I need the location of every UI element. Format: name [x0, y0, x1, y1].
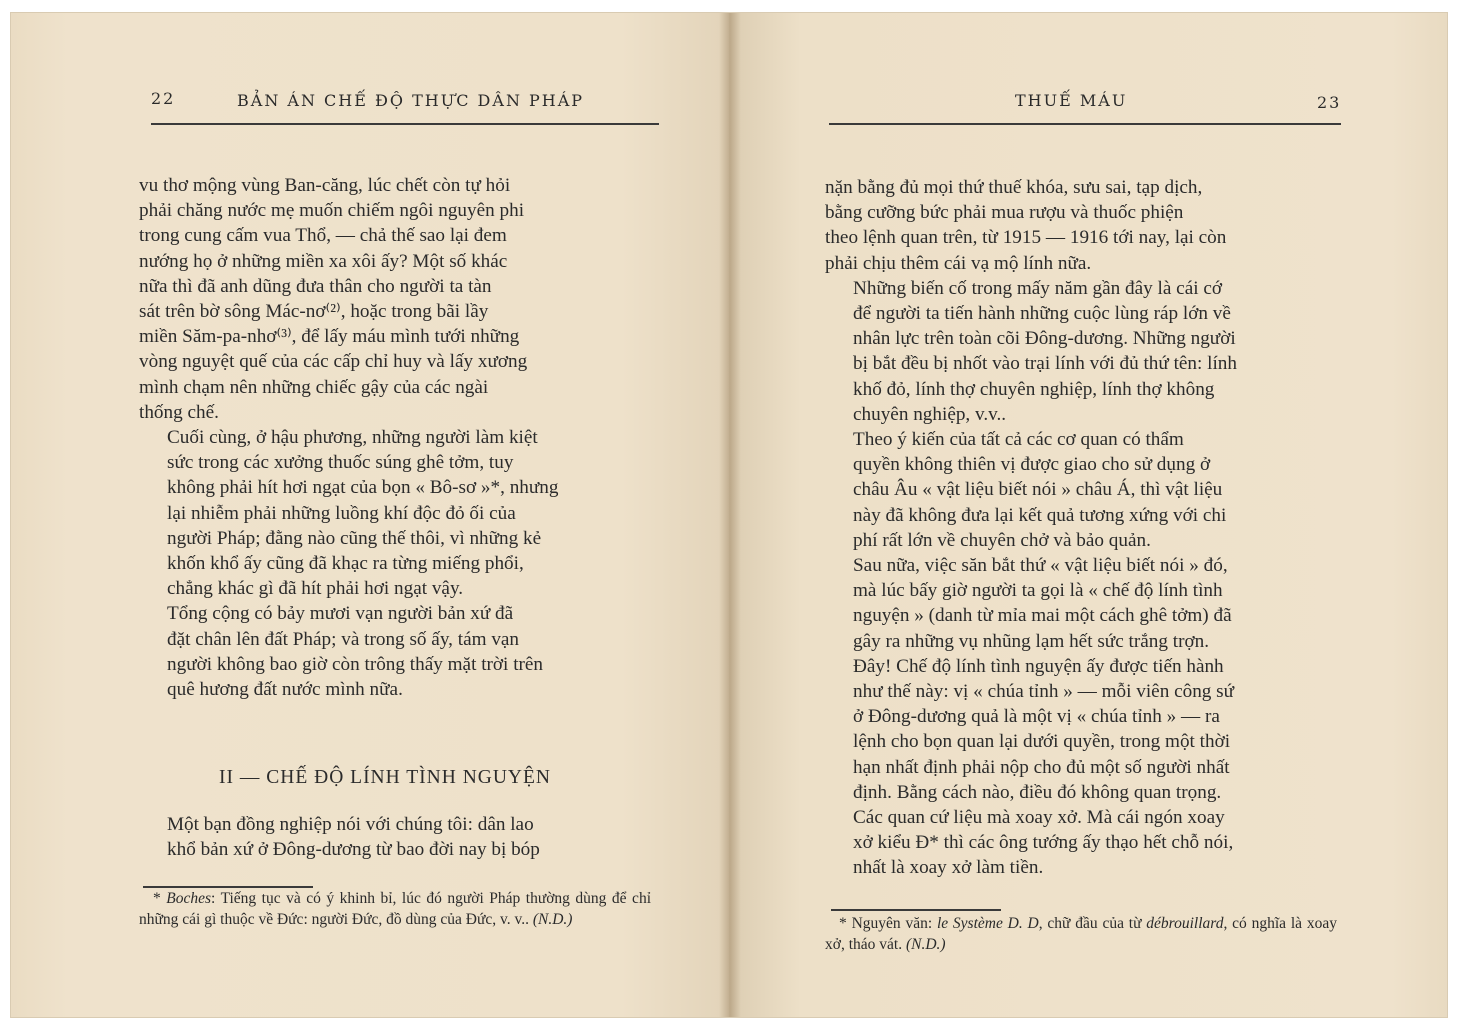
text-line: sức trong các xưởng thuốc súng ghê tởm, tuy: [167, 452, 514, 474]
text-line: lệnh cho bọn quan lại dưới quyền, trong một thời: [853, 731, 1231, 753]
right-page: [729, 13, 1448, 1017]
paragraph: [825, 427, 1337, 553]
header-rule: [151, 123, 659, 125]
footnote-marker: *: [153, 890, 167, 907]
text-line: nhân lực trên toàn cõi Đông-dương. Những người: [853, 328, 1236, 350]
text-line: người Pháp; đằng nào cũng thế thôi, vì những kẻ: [167, 527, 542, 549]
right-footnote: [825, 913, 1337, 955]
page-number: 22: [151, 89, 176, 108]
book-spread: [10, 12, 1448, 1018]
text-line: Tổng cộng có bảy mươi vạn người bản xứ đã: [167, 603, 514, 625]
text-line: xở kiểu Đ* thì các ông tướng ấy thạo hết chỗ nói,: [853, 832, 1234, 854]
footnote-text: : Tiếng tục và có ý khinh bỉ, lúc đó người Pháp thường dùng để chỉ những cái gì thuộc về Đức: người Đức, đồ dùng của Đức, v. v..: [139, 890, 651, 928]
text-line: theo lệnh quan trên, từ 1915 — 1916 tới nay, lại còn: [825, 227, 1227, 249]
text-line: nguyện » (danh từ mỉa mai một cách ghê tởm) đã: [853, 605, 1232, 627]
text-line: chuyên nghiệp, v.v..: [853, 403, 1007, 425]
footnote-note: (N.D.): [532, 911, 573, 928]
paragraph: [139, 812, 655, 862]
left-body-text: [139, 173, 655, 702]
text-line: Theo ý kiến của tất cả các cơ quan có thẩm: [853, 429, 1184, 451]
text-line: người không bao giờ còn trông thấy mặt trời trên: [167, 653, 544, 675]
text-line: khố đỏ, lính thợ chuyên nghiệp, lính thợ không: [853, 378, 1215, 400]
text-line: nặn bằng đủ mọi thứ thuế khóa, sưu sai, tạp dịch,: [825, 177, 1203, 198]
text-line: gây ra những vụ nhũng lạm hết sức trắng trợn.: [853, 630, 1209, 652]
text-line: lại nhiễm phải những luồng khí độc đỏ ối của: [167, 502, 516, 524]
paragraph: [825, 175, 1337, 276]
paragraph: [825, 654, 1337, 881]
text-line: Các quan cứ liệu mà xoay xở. Mà cái ngón xoay: [853, 807, 1225, 829]
text-line: không phải hít hơi ngạt của bọn « Bô-sơ »*, nhưng: [167, 477, 559, 499]
text-line: để người ta tiến hành những cuộc lùng ráp lớn về: [853, 303, 1231, 325]
text-line: phải chăng nước mẹ muốn chiếm ngôi nguyên phi: [139, 200, 525, 222]
text-line: nướng họ ở những miền xa xôi ấy? Một số khác: [139, 250, 508, 272]
text-line: này đã không đưa lại kết quả tương xứng với chi: [853, 504, 1227, 526]
text-line: thống chế.: [139, 401, 219, 423]
page-number: 23: [1317, 93, 1342, 112]
text-line: mình chạm nên những chiếc gậy của các ngài: [139, 376, 489, 398]
footnote-lead: Nguyên văn:: [851, 915, 937, 932]
book-gutter: [719, 13, 741, 1017]
text-line: phải chịu thêm cái vạ mộ lính nữa.: [825, 252, 1092, 274]
paragraph: [825, 276, 1337, 427]
text-line: nhất là xoay xở làm tiền.: [853, 857, 1044, 879]
paragraph: [139, 601, 655, 702]
text-line: định. Bằng cách nào, điều đó không quan trọng.: [853, 781, 1222, 803]
running-head: BẢN ÁN CHẾ ĐỘ THỰC DÂN PHÁP: [237, 91, 585, 110]
left-footnote: [139, 888, 651, 930]
header-rule: [829, 123, 1341, 125]
left-page: [11, 13, 729, 1017]
text-line: khổ bản xứ ở Đông-dương từ bao đời nay bị bóp: [167, 839, 540, 861]
footnote-note: (N.D.): [905, 936, 946, 953]
running-head: THUẾ MÁU: [1015, 91, 1128, 110]
text-line: như thế này: vị « chúa tỉnh » — mỗi viên công sứ: [853, 681, 1235, 703]
footnote-marker: *: [839, 915, 852, 932]
text-line: khốn khổ ấy cũng đã khạc ra từng miếng phổi,: [167, 553, 524, 575]
text-line: Đây! Chế độ lính tình nguyện ấy được tiến hành: [853, 655, 1224, 677]
text-line: chẳng khác gì đã hít phải hơi ngạt vậy.: [167, 578, 464, 600]
text-line: sát trên bờ sông Mác-nơ⁽²⁾, hoặc trong bãi lầy: [139, 301, 489, 323]
text-line: mà lúc bấy giờ người ta gọi là « chế độ lính tình: [853, 580, 1223, 602]
text-line: Cuối cùng, ở hậu phương, những người làm kiệt: [167, 427, 538, 449]
text-line: miền Săm-pa-nhơ⁽³⁾, để lấy máu mình tưới những: [139, 326, 520, 348]
text-line: quyền không thiên vị được giao cho sử dụng ở: [853, 454, 1211, 476]
right-body-text: [825, 175, 1337, 881]
section-title: II — CHẾ ĐỘ LÍNH TÌNH NGUYỆN: [219, 767, 552, 788]
text-line: nữa thì đã anh dũng đưa thân cho người ta tàn: [139, 275, 492, 297]
text-line: Những biến cố trong mấy năm gần đây là cái cớ: [853, 277, 1223, 299]
footnote-term: le Système D. D: [936, 915, 1039, 932]
footnote-text: , chữ đầu của từ: [1038, 915, 1147, 932]
text-line: trong cung cấm vua Thổ, — chả thế sao lại đem: [139, 225, 507, 247]
text-line: vu thơ mộng vùng Ban-căng, lúc chết còn tự hỏi: [139, 175, 511, 196]
text-line: hạn nhất định phải nộp cho đủ một số người nhất: [853, 756, 1230, 778]
text-line: vòng nguyệt quế của các cấp chỉ huy và lấy xương: [139, 351, 528, 373]
footnote-term: Boches: [166, 890, 212, 907]
paragraph: [139, 425, 655, 601]
footnote-text-2: , có nghĩa là xoay xở, tháo vát.: [825, 915, 1337, 953]
text-line: phí rất lớn về chuyên chở và bảo quản.: [853, 529, 1151, 551]
footnote-rule: [831, 909, 1001, 911]
paragraph: [825, 553, 1337, 654]
paragraph: [139, 173, 655, 425]
text-line: châu Âu « vật liệu biết nói » châu Á, thì vật liệu: [853, 479, 1223, 501]
footnote-term-2: débrouillard: [1146, 915, 1224, 932]
text-line: đặt chân lên đất Pháp; và trong số ấy, tám vạn: [167, 628, 520, 650]
text-line: Sau nữa, việc săn bắt thứ « vật liệu biết nói » đó,: [853, 555, 1228, 577]
text-line: Một bạn đồng nghiệp nói với chúng tôi: dân lao: [167, 814, 534, 835]
text-line: bằng cưỡng bức phải mua rượu và thuốc phiện: [825, 202, 1184, 224]
text-line: ở Đông-dương quả là một vị « chúa tỉnh » — ra: [853, 706, 1220, 728]
text-line: quê hương đất nước mình nữa.: [167, 679, 403, 701]
section-paragraph: [139, 812, 655, 862]
text-line: bị bắt đều bị nhốt vào trại lính với đủ thứ tên: lính: [853, 353, 1237, 375]
